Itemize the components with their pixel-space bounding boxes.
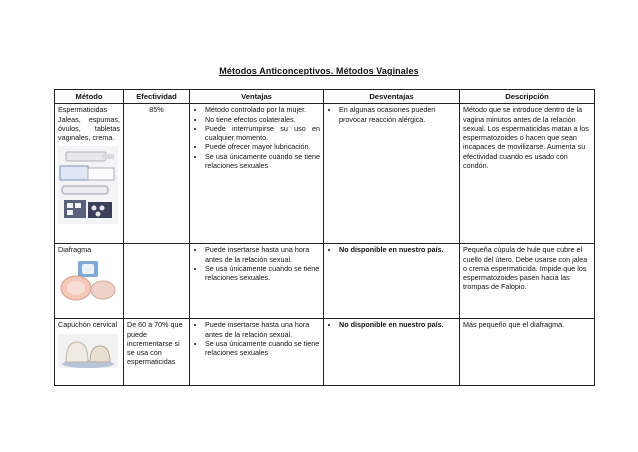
header-descripcion: Descripción	[460, 90, 595, 104]
cell-desventajas	[324, 104, 460, 244]
spermicide-products-image	[58, 146, 120, 226]
header-metodo: Método	[55, 90, 124, 104]
list-item: • Puede ofrecer mayor lubricación.	[205, 142, 320, 151]
document-title: Métodos Anticonceptivos. Métodos Vaginales	[219, 66, 419, 76]
cell-metodo	[55, 104, 124, 244]
list-item: • En algunas ocasiones pueden provocar reacción alérgica.	[339, 105, 456, 124]
cell-metodo	[55, 319, 124, 386]
list-item: • Puede insertarse hasta una hora antes de la relación sexual.	[205, 245, 320, 264]
list-item: • Se usa únicamente cuando se tiene relaciones sexuales	[205, 339, 320, 358]
cell-metodo	[55, 244, 124, 319]
cervical-cap-image	[58, 334, 120, 370]
cell-efectividad	[124, 244, 190, 319]
header-ventajas: Ventajas	[190, 90, 324, 104]
table-row	[55, 104, 595, 244]
cell-descripcion: Método que se introduce dentro de la vagina minutos antes de la relación sexual. Los espermaticidas matan a los espermatozoides o hacen que sean incapaces de movilizarse. Aumenta su efectividad cuando es usado con condón.	[460, 104, 595, 244]
method-name: Espermaticidas Jaleas, espumas, óvulos, tabletas vaginales, crema.	[58, 105, 120, 143]
cell-desventajas	[324, 319, 460, 386]
header-efectividad: Efectividad	[124, 90, 190, 104]
header-desventajas: Desventajas	[324, 90, 460, 104]
cell-ventajas	[190, 244, 324, 319]
table-header-row	[55, 90, 595, 104]
cell-ventajas	[190, 104, 324, 244]
cell-efectividad: De 60 a 70% que puede incrementarse si se usa con espermaticidas	[124, 319, 190, 386]
list-item: • No tiene efectos colaterales.	[205, 115, 320, 124]
method-name: Diafragma	[58, 245, 92, 255]
contraceptive-methods-table	[54, 89, 595, 386]
list-item: • Se usa únicamente cuando se tiene relaciones sexuales.	[205, 264, 320, 283]
cell-ventajas	[190, 319, 324, 386]
list-item: • Puede interrumpirse su uso en cualquier momento.	[205, 124, 320, 143]
table-row	[55, 244, 595, 319]
cell-desventajas	[324, 244, 460, 319]
cell-efectividad: 85%	[124, 104, 190, 244]
list-item: • Se usa únicamente cuando se tiene relaciones sexuales	[205, 152, 320, 171]
list-item: • Puede insertarse hasta una hora antes de la relación sexual.	[205, 320, 320, 339]
list-item: • No disponible en nuestro país.	[339, 245, 456, 254]
cell-descripcion: Más pequeño que el diafragma.	[460, 319, 595, 386]
diaphragm-image	[58, 259, 120, 305]
list-item: • Método controlado por la mujer.	[205, 105, 320, 114]
table-row	[55, 319, 595, 386]
list-item: • No disponible en nuestro país.	[339, 320, 456, 329]
method-name: Capuchón cervical	[58, 320, 118, 330]
cell-descripcion: Pequeña cúpula de hule que cubre el cuello del útero. Debe usarse con jalea o crema espermaticida. Impide que los espermatozoides pasen hacia las trompas de Falopio.	[460, 244, 595, 319]
